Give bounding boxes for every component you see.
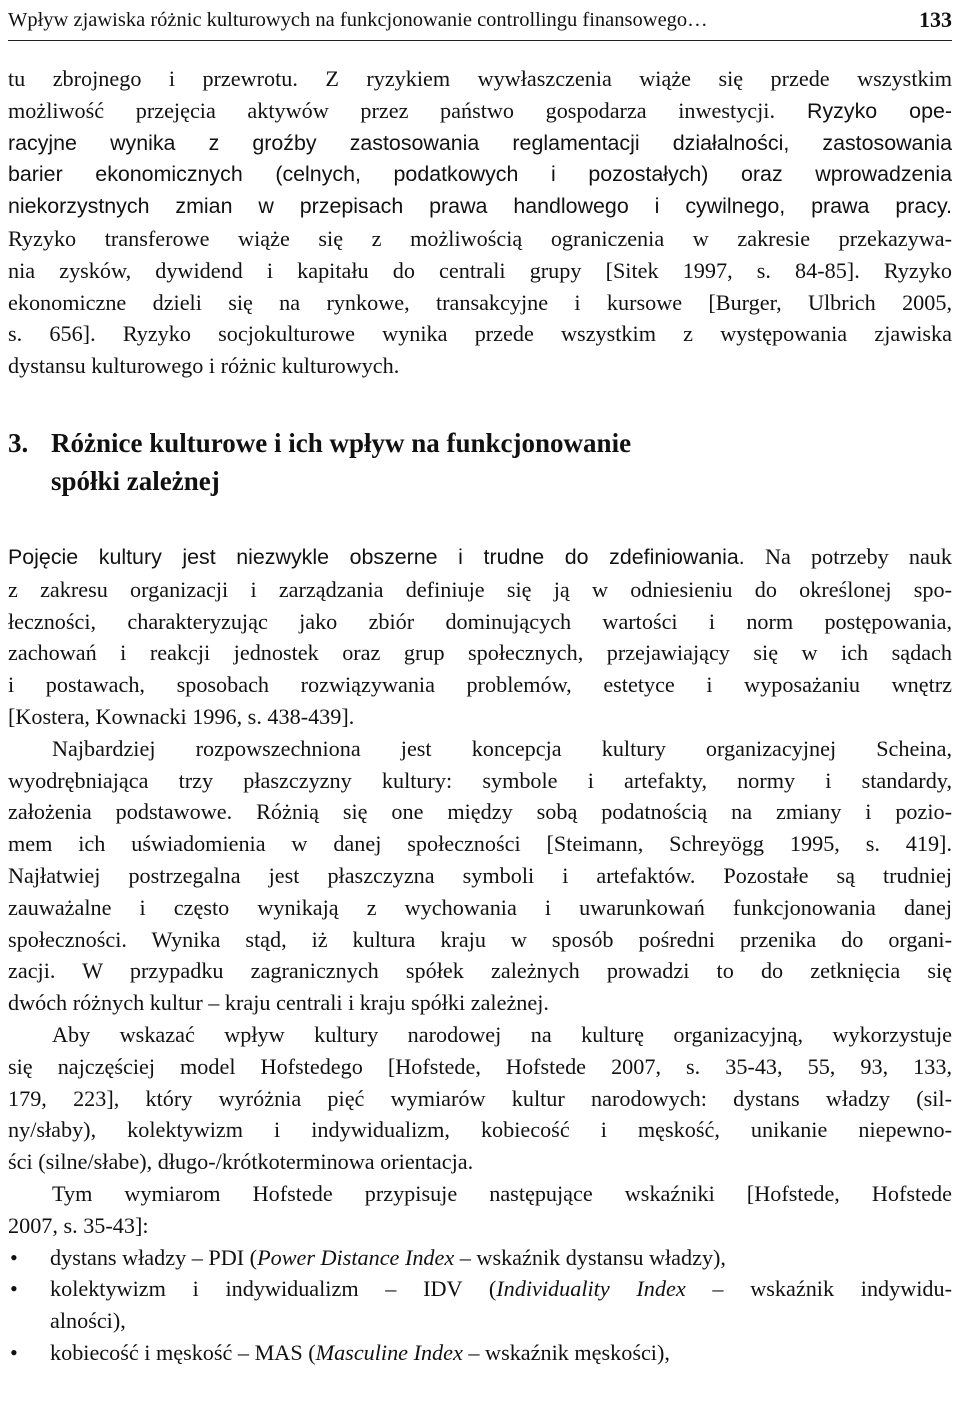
- list-item-italic: Power Distance Index: [257, 1244, 455, 1270]
- text-line: [50, 1337, 952, 1369]
- list-item-italic: Masculine Index: [315, 1339, 463, 1365]
- text-line: zacji. W przypadku zagranicznych spółek zależnych prowadzi to do zetknięcia się: [8, 958, 952, 984]
- text-segment-serif: możliwość przejęcia aktywów przez państwo gospodarza inwestycji.: [8, 97, 776, 123]
- list-item: [8, 1273, 952, 1337]
- paragraph-schein: [8, 733, 952, 1019]
- text-segment-sans: Ryzyko ope-: [775, 98, 952, 123]
- text-line: alności),: [50, 1308, 126, 1334]
- paragraph-line: [8, 63, 952, 95]
- document-page: [8, 0, 952, 1369]
- text-line: Najłatwiej postrzegalna jest płaszczyzna symboli i artefaktów. Pozostałe są trudniej: [8, 862, 952, 888]
- text-line: niekorzystnych zmian w przepisach prawa handlowego i cywilnego, prawa pracy.: [8, 194, 952, 219]
- text-line: tu zbrojnego i przewrotu. Z ryzykiem wywłaszczenia wiąże się przede wszystkim: [8, 66, 952, 91]
- text-line: zachowań i reakcji jednostek oraz grup społecznych, przejawiający się w ich sądach: [8, 640, 952, 666]
- text-line: [50, 1273, 952, 1305]
- running-header: [8, 0, 952, 41]
- text-line: 179, 223], który wyróżnia pięć wymiarów kultur narodowych: dystans władzy (sil-: [8, 1085, 952, 1111]
- page-number: 133: [919, 7, 952, 32]
- text-line: z zakresu organizacji i zarządzania definiuje się ją w odniesieniu do określonej spo-: [8, 576, 952, 602]
- paragraph-serif-block: [8, 223, 952, 382]
- text-line: [50, 1242, 952, 1274]
- paragraph-sans-block: [8, 128, 952, 223]
- paragraph-line-mixed: [8, 95, 952, 128]
- text-line: Aby wskazać wpływ kultury narodowej na kulturę organizacyjną, wykorzystuje: [52, 1021, 952, 1047]
- text-segment-sans: Pojęcie kultury jest niezwykle obszerne i trudne do zdefiniowania.: [8, 544, 745, 569]
- text-line: ny/słaby), kolektywizm i indywidualizm, kobiecość i męskość, unikanie niepewno-: [8, 1117, 952, 1143]
- text-line: [Kostera, Kownacki 1996, s. 438-439].: [8, 703, 355, 729]
- paragraph-risk-types: [8, 63, 952, 382]
- text-line: nia zysków, dywidend i kapitału do centrali grupy [Sitek 1997, s. 84-85]. Ryzyko: [8, 257, 952, 283]
- paragraph-culture-definition: [8, 541, 952, 733]
- list-item: [8, 1337, 952, 1369]
- text-line: Tym wymiarom Hofstede przypisuje następujące wskaźniki [Hofstede, Hofstede: [52, 1180, 952, 1206]
- text-line: Ryzyko transferowe wiąże się z możliwością ograniczenia w zakresie przekazywa-: [8, 225, 952, 251]
- text-segment-serif: Na potrzeby nauk: [744, 543, 952, 569]
- list-item-text: kobiecość i męskość – MAS (: [50, 1339, 316, 1365]
- text-line: barier ekonomicznych (celnych, podatkowych i pozostałych) oraz wprowadzenia: [8, 162, 952, 187]
- list-item-text: – wskaźnik męskości),: [462, 1339, 670, 1365]
- text-line: i postawach, sposobach rozwiązywania problemów, estetyce i wyposażaniu wnętrz: [8, 672, 952, 698]
- paragraph-line-mixed: [8, 541, 952, 574]
- text-line: łeczności, charakteryzując jako zbiór dominujących wartości i norm postępowania,: [8, 608, 952, 634]
- text-line: się najczęściej model Hofstedego [Hofstede, Hofstede 2007, s. 35-43, 55, 93, 133,: [8, 1053, 952, 1079]
- paragraph-serif-block: [8, 574, 952, 733]
- text-line: dystansu kulturowego i różnic kulturowych.: [8, 353, 400, 379]
- list-item-text: kolektywizm i indywidualizm – IDV (: [50, 1276, 497, 1302]
- text-line: społeczności. Wynika stąd, iż kultura kraju w sposób pośredni przenika do organi-: [8, 926, 952, 952]
- section-number: 3.: [8, 427, 29, 458]
- text-line: założenia podstawowe. Różnią się one między sobą podatnością na zmiany i pozio-: [8, 799, 952, 825]
- list-item-text: – wskaźnik indywidu-: [685, 1276, 952, 1302]
- text-line: zauważalne i często wynikają z wychowania i uwarunkowań funkcjonowania danej: [8, 894, 952, 920]
- text-line: wyodrębniająca trzy płaszczyzny kultury: symbole i artefakty, normy i standardy,: [8, 767, 952, 793]
- section-title-line: Różnice kulturowe i ich wpływ na funkcjonowanie: [51, 427, 632, 458]
- text-line: s. 656]. Ryzyko socjokulturowe wynika przede wszystkim z występowania zjawiska: [8, 321, 952, 347]
- bullet-icon: •: [10, 1276, 18, 1302]
- bullet-icon: •: [10, 1339, 18, 1365]
- text-line: mem ich uświadomienia w danej społeczności [Steimann, Schreyögg 1995, s. 419].: [8, 831, 952, 857]
- text-line: ekonomiczne dzieli się na rynkowe, transakcyjne i kursowe [Burger, Ulbrich 2005,: [8, 289, 952, 315]
- text-line: ści (silne/słabe), długo-/krótkoterminowa orientacja.: [8, 1149, 474, 1175]
- list-item-italic: Individuality Index: [496, 1276, 686, 1302]
- list-item: [8, 1242, 952, 1274]
- section-heading: [8, 424, 952, 500]
- text-line: 2007, s. 35-43]:: [8, 1212, 149, 1238]
- indices-bullet-list: [8, 1242, 952, 1369]
- paragraph-hofstede-indices: [8, 1178, 952, 1242]
- list-item-text: – wskaźnik dystansu władzy),: [454, 1244, 726, 1270]
- running-header-title: Wpływ zjawiska różnic kulturowych na funkcjonowanie controllingu finansowego…: [8, 9, 708, 31]
- paragraph-hofstede-model: [8, 1019, 952, 1178]
- text-line: racyjne wynika z groźby zastosowania reglamentacji działalności, zastosowania: [8, 130, 952, 155]
- section-title-line: spółki zależnej: [51, 465, 220, 496]
- text-line: Najbardziej rozpowszechniona jest koncepcja kultury organizacyjnej Scheina,: [52, 735, 952, 761]
- list-item-text: dystans władzy – PDI (: [50, 1244, 258, 1270]
- text-line: dwóch różnych kultur – kraju centrali i kraju spółki zależnej.: [8, 990, 549, 1016]
- text-line: [8, 541, 952, 574]
- bullet-icon: •: [10, 1244, 18, 1270]
- text-line: [8, 95, 952, 128]
